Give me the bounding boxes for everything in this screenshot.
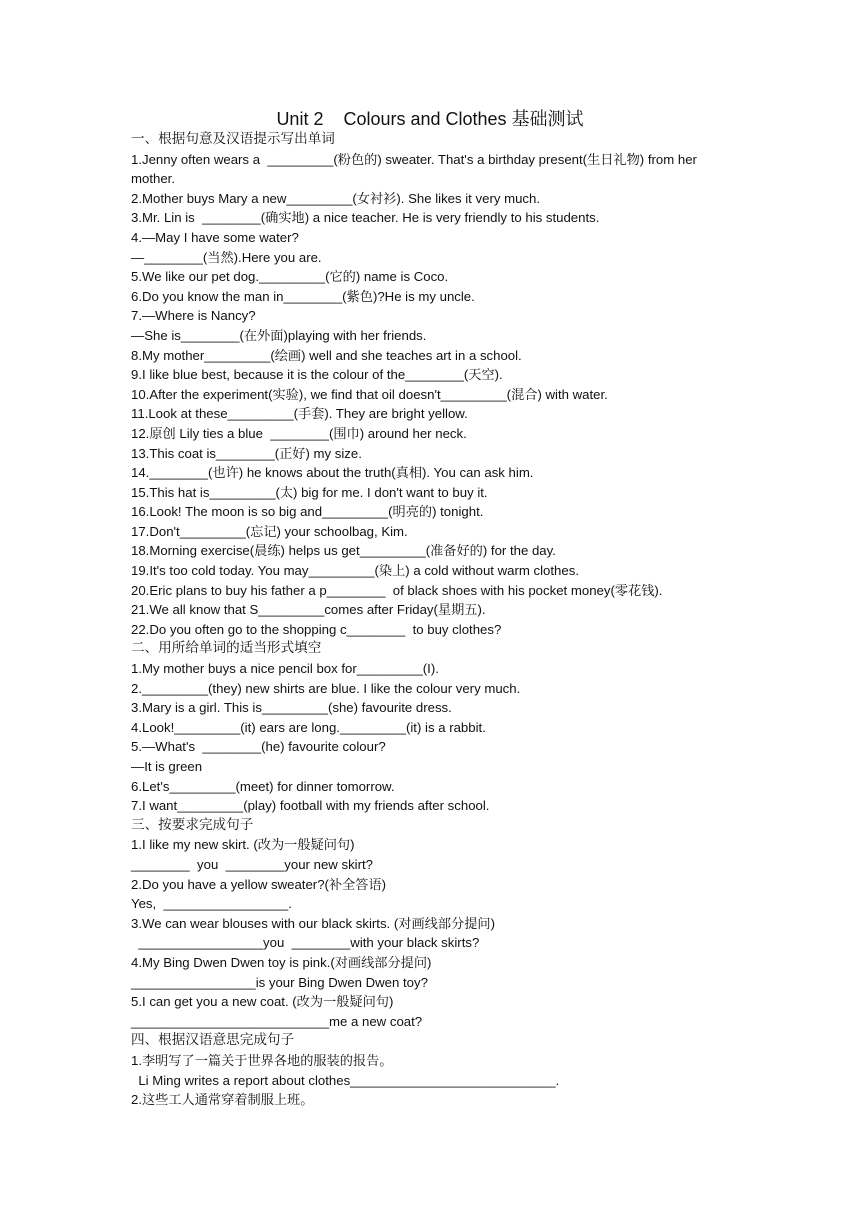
question-text: (太) big for me. I don't want to buy it. bbox=[275, 484, 488, 500]
question-line bbox=[131, 424, 741, 444]
question-text: (它的) name is Coco. bbox=[325, 269, 449, 285]
question-text: (粉色的) sweater. That's a birthday present(生日礼物) from her bbox=[333, 151, 697, 167]
answer-blank[interactable]: _________ bbox=[267, 151, 334, 167]
question-text: —It is green bbox=[131, 759, 203, 774]
question-line bbox=[131, 248, 741, 268]
question-text: 3.Mary is a girl. This is bbox=[131, 700, 262, 716]
question-line bbox=[131, 1051, 741, 1071]
question-text: (play) football with my friends after school. bbox=[243, 798, 490, 814]
answer-blank[interactable]: ________ bbox=[202, 739, 262, 755]
question-line bbox=[131, 914, 741, 934]
question-text: (it) ears are long. bbox=[240, 719, 340, 735]
answer-blank[interactable]: ________ bbox=[131, 856, 190, 872]
question-text: (she) favourite dress. bbox=[327, 700, 452, 716]
question-text: 二、用所给单词的适当形式填空 bbox=[131, 640, 322, 657]
question-text: (正好) my size. bbox=[274, 445, 362, 461]
question-text: 22.Do you often go to the shopping bbox=[131, 621, 340, 637]
question-text: 4.Look! bbox=[131, 719, 175, 735]
question-line bbox=[131, 208, 741, 228]
question-text: with your black skirts? bbox=[350, 935, 480, 951]
question-line bbox=[131, 973, 741, 993]
answer-blank[interactable]: ________ bbox=[216, 445, 275, 461]
answer-blank[interactable]: _________ bbox=[359, 543, 426, 559]
question-line bbox=[131, 169, 741, 189]
question-text: (在外面)playing with her friends. bbox=[239, 327, 427, 343]
question-text: 5.I can get you a new coat. (改为一般疑问句) bbox=[131, 994, 394, 1010]
answer-blank[interactable]: ________ bbox=[270, 425, 329, 441]
question-text: 18.Morning exercise(晨练) helps us get bbox=[131, 543, 360, 559]
question-text: 12.原创 Lily ties a blue bbox=[131, 425, 271, 441]
question-line bbox=[131, 346, 741, 366]
question-text: (I). bbox=[422, 661, 439, 677]
question-line bbox=[131, 287, 741, 307]
question-text: Yes, bbox=[131, 896, 164, 912]
question-text: 1.Jenny often wears a bbox=[131, 151, 268, 167]
question-text: 14. bbox=[131, 465, 150, 481]
answer-blank[interactable]: S_________ bbox=[249, 602, 325, 618]
question-line bbox=[131, 463, 741, 483]
answer-blank[interactable]: _________ bbox=[204, 347, 271, 363]
question-text: 7.—Where is Nancy? bbox=[131, 308, 256, 324]
answer-blank[interactable]: _________ bbox=[179, 523, 246, 539]
answer-blank[interactable]: ________ bbox=[291, 935, 351, 951]
question-line bbox=[131, 404, 741, 424]
question-text: 6.Let's bbox=[131, 778, 170, 794]
question-text: 2.这些工人通常穿着制服上班。 bbox=[131, 1092, 314, 1108]
question-text: (忘记) your schoolbag, Kim. bbox=[245, 523, 408, 539]
question-text: 15.This hat is bbox=[131, 484, 210, 500]
question-text: (女衬衫). She likes it very much. bbox=[352, 190, 540, 206]
question-text: mother. bbox=[131, 171, 175, 187]
answer-blank[interactable]: _________ bbox=[169, 778, 236, 794]
question-line bbox=[131, 150, 741, 170]
question-line bbox=[131, 679, 741, 699]
question-text: (围巾) around her neck. bbox=[328, 425, 467, 441]
question-text: is your Bing Dwen Dwen toy? bbox=[255, 974, 428, 990]
answer-blank[interactable]: ___________________________ bbox=[131, 1013, 330, 1029]
question-text: —She is bbox=[131, 327, 181, 343]
question-text: you bbox=[263, 935, 292, 951]
answer-blank[interactable]: _________ bbox=[356, 661, 423, 677]
question-text: 2. bbox=[131, 680, 142, 696]
question-line bbox=[131, 835, 741, 855]
section-heading bbox=[131, 130, 741, 150]
question-text: (准备好的) for the day. bbox=[425, 543, 556, 559]
question-text: your new skirt? bbox=[284, 856, 373, 872]
answer-blank[interactable]: ________ bbox=[149, 465, 209, 481]
question-line bbox=[131, 757, 741, 777]
question-text: (手套). They are bright yellow. bbox=[293, 406, 468, 422]
question-line bbox=[131, 698, 741, 718]
question-text: you bbox=[189, 856, 226, 872]
answer-blank[interactable]: ________ bbox=[405, 367, 464, 383]
answer-blank[interactable]: _________________ bbox=[138, 935, 264, 951]
answer-blank[interactable]: _________ bbox=[142, 680, 209, 696]
question-text: 9.I like blue best, because it is the colour of the bbox=[131, 367, 406, 383]
answer-blank[interactable]: _________ bbox=[322, 504, 389, 520]
question-line bbox=[131, 992, 741, 1012]
question-text: (紫色)?He is my uncle. bbox=[342, 288, 475, 304]
question-line bbox=[131, 600, 741, 620]
question-text: 6.Do you know the man in bbox=[131, 288, 284, 304]
answer-blank[interactable]: ________ bbox=[144, 249, 203, 265]
question-text: 19.It's too cold today. You may bbox=[131, 563, 309, 579]
question-text: 5.—What's bbox=[131, 739, 203, 755]
question-line bbox=[131, 267, 741, 287]
question-text: 11.Look at these bbox=[131, 406, 228, 422]
answer-blank[interactable]: _________ bbox=[209, 484, 276, 500]
question-line bbox=[131, 385, 741, 405]
question-line bbox=[131, 561, 741, 581]
answer-blank[interactable]: ________ bbox=[225, 856, 285, 872]
question-line bbox=[131, 365, 741, 385]
question-line bbox=[131, 894, 741, 914]
answer-blank[interactable]: _________________ bbox=[131, 974, 256, 990]
question-text: 16.Look! The moon is so big and bbox=[131, 504, 323, 520]
answer-blank[interactable]: _________ bbox=[174, 719, 241, 735]
question-text: (it) is a rabbit. bbox=[405, 719, 486, 735]
question-line bbox=[131, 228, 741, 248]
question-text: (明亮的) tonight. bbox=[388, 504, 484, 520]
question-line bbox=[131, 502, 741, 522]
question-text: 1.I like my new skirt. (改为一般疑问句) bbox=[131, 837, 355, 853]
answer-blank[interactable]: _________ bbox=[261, 700, 328, 716]
question-text: 一、根据句意及汉语提示写出单词 bbox=[131, 131, 335, 147]
question-text: (he) favourite colour? bbox=[261, 739, 386, 755]
question-line bbox=[131, 953, 741, 973]
answer-blank[interactable]: ________ bbox=[202, 210, 261, 226]
question-text: 7.I want bbox=[131, 798, 178, 814]
question-line bbox=[131, 444, 741, 464]
page-title: Unit 2 Colours and Clothes 基础测试 bbox=[276, 109, 584, 129]
question-line bbox=[131, 326, 741, 346]
answer-blank[interactable]: _________ bbox=[259, 269, 326, 285]
question-line bbox=[131, 777, 741, 797]
question-text: 13.This coat is bbox=[131, 445, 217, 461]
question-text: 1.李明写了一篇关于世界各地的服装的报告。 bbox=[131, 1052, 393, 1068]
question-text: (确实地) a nice teacher. He is very friendly to his students. bbox=[260, 210, 600, 226]
answer-blank[interactable]: _________ bbox=[177, 798, 244, 814]
worksheet-content bbox=[131, 130, 741, 1110]
question-text: — bbox=[131, 249, 145, 265]
answer-blank[interactable]: ________ bbox=[283, 288, 343, 304]
question-text: (天空). bbox=[463, 367, 503, 383]
question-line bbox=[131, 1071, 741, 1091]
answer-blank[interactable]: _________ bbox=[227, 406, 294, 422]
answer-blank[interactable]: ____________________________ bbox=[350, 1072, 556, 1088]
question-text: . bbox=[288, 896, 292, 912]
answer-blank[interactable]: _________ bbox=[286, 190, 353, 206]
question-line bbox=[131, 541, 741, 561]
question-line bbox=[131, 659, 741, 679]
question-text: (绘画) well and she teaches art in a school. bbox=[270, 347, 522, 363]
answer-blank[interactable]: _________ bbox=[308, 563, 375, 579]
question-text: 2.Mother buys Mary a new bbox=[131, 190, 287, 206]
question-text: 17.Don't bbox=[131, 523, 180, 539]
question-text: 4.—May I have some water? bbox=[131, 229, 299, 245]
question-line bbox=[131, 1012, 741, 1032]
question-text: 21.We all know that bbox=[131, 602, 250, 618]
question-text: Li Ming writes a report about clothes bbox=[131, 1072, 351, 1088]
question-text: (混合) with water. bbox=[506, 386, 608, 402]
answer-blank[interactable]: ________ bbox=[180, 327, 240, 343]
question-text: 10.After the experiment(实验), we find that oil doesn't bbox=[131, 386, 441, 402]
question-text: 3.Mr. Lin is bbox=[131, 210, 203, 226]
question-text: 三、按要求完成句子 bbox=[131, 816, 254, 833]
question-line bbox=[131, 1090, 741, 1110]
answer-blank[interactable]: c________ bbox=[339, 621, 406, 637]
section-heading bbox=[131, 639, 741, 659]
question-line bbox=[131, 737, 741, 757]
question-text: (当然).Here you are. bbox=[202, 249, 322, 265]
question-text: to buy clothes? bbox=[405, 621, 502, 637]
question-line bbox=[131, 875, 741, 895]
section-heading bbox=[131, 1031, 741, 1051]
question-text: 20.Eric plans to buy his father a bbox=[131, 582, 320, 598]
question-text: comes after Friday(星期五). bbox=[324, 602, 486, 618]
question-text: (染上) a cold without warm clothes. bbox=[374, 563, 579, 579]
question-text: . bbox=[555, 1072, 560, 1088]
question-text: (也许) he knows about the truth(真相). You can ask him. bbox=[208, 465, 534, 481]
answer-blank[interactable]: _________ bbox=[339, 719, 406, 735]
question-text: 1.My mother buys a nice pencil box for bbox=[131, 661, 357, 677]
answer-blank[interactable]: _________ bbox=[440, 386, 507, 402]
question-line bbox=[131, 522, 741, 542]
section-heading bbox=[131, 816, 741, 836]
question-text: 3.We can wear blouses with our black skirts. (对画线部分提问) bbox=[131, 915, 495, 931]
question-text: (they) new shirts are blue. I like the colour very much. bbox=[208, 680, 521, 696]
question-line bbox=[131, 189, 741, 209]
question-line bbox=[131, 718, 741, 738]
question-text: 四、根据汉语意思完成句子 bbox=[131, 1032, 295, 1049]
question-line bbox=[131, 796, 741, 816]
question-line bbox=[131, 933, 741, 953]
question-line bbox=[131, 855, 741, 875]
question-text: 8.My mother bbox=[131, 347, 205, 363]
question-text: 4.My Bing Dwen Dwen toy is pink.(对画线部分提问) bbox=[131, 954, 432, 970]
answer-blank[interactable]: p________ bbox=[319, 582, 386, 598]
answer-blank[interactable]: _________________ bbox=[163, 896, 289, 912]
question-line bbox=[131, 620, 741, 640]
question-text: 5.We like our pet dog. bbox=[131, 269, 260, 285]
question-line bbox=[131, 581, 741, 601]
question-text: of black shoes with his pocket money(零花钱). bbox=[385, 582, 663, 598]
question-text: me a new coat? bbox=[329, 1013, 423, 1029]
question-line bbox=[131, 483, 741, 503]
question-text: (meet) for dinner tomorrow. bbox=[235, 778, 395, 794]
question-line bbox=[131, 306, 741, 326]
question-text: 2.Do you have a yellow sweater?(补全答语) bbox=[131, 876, 387, 892]
